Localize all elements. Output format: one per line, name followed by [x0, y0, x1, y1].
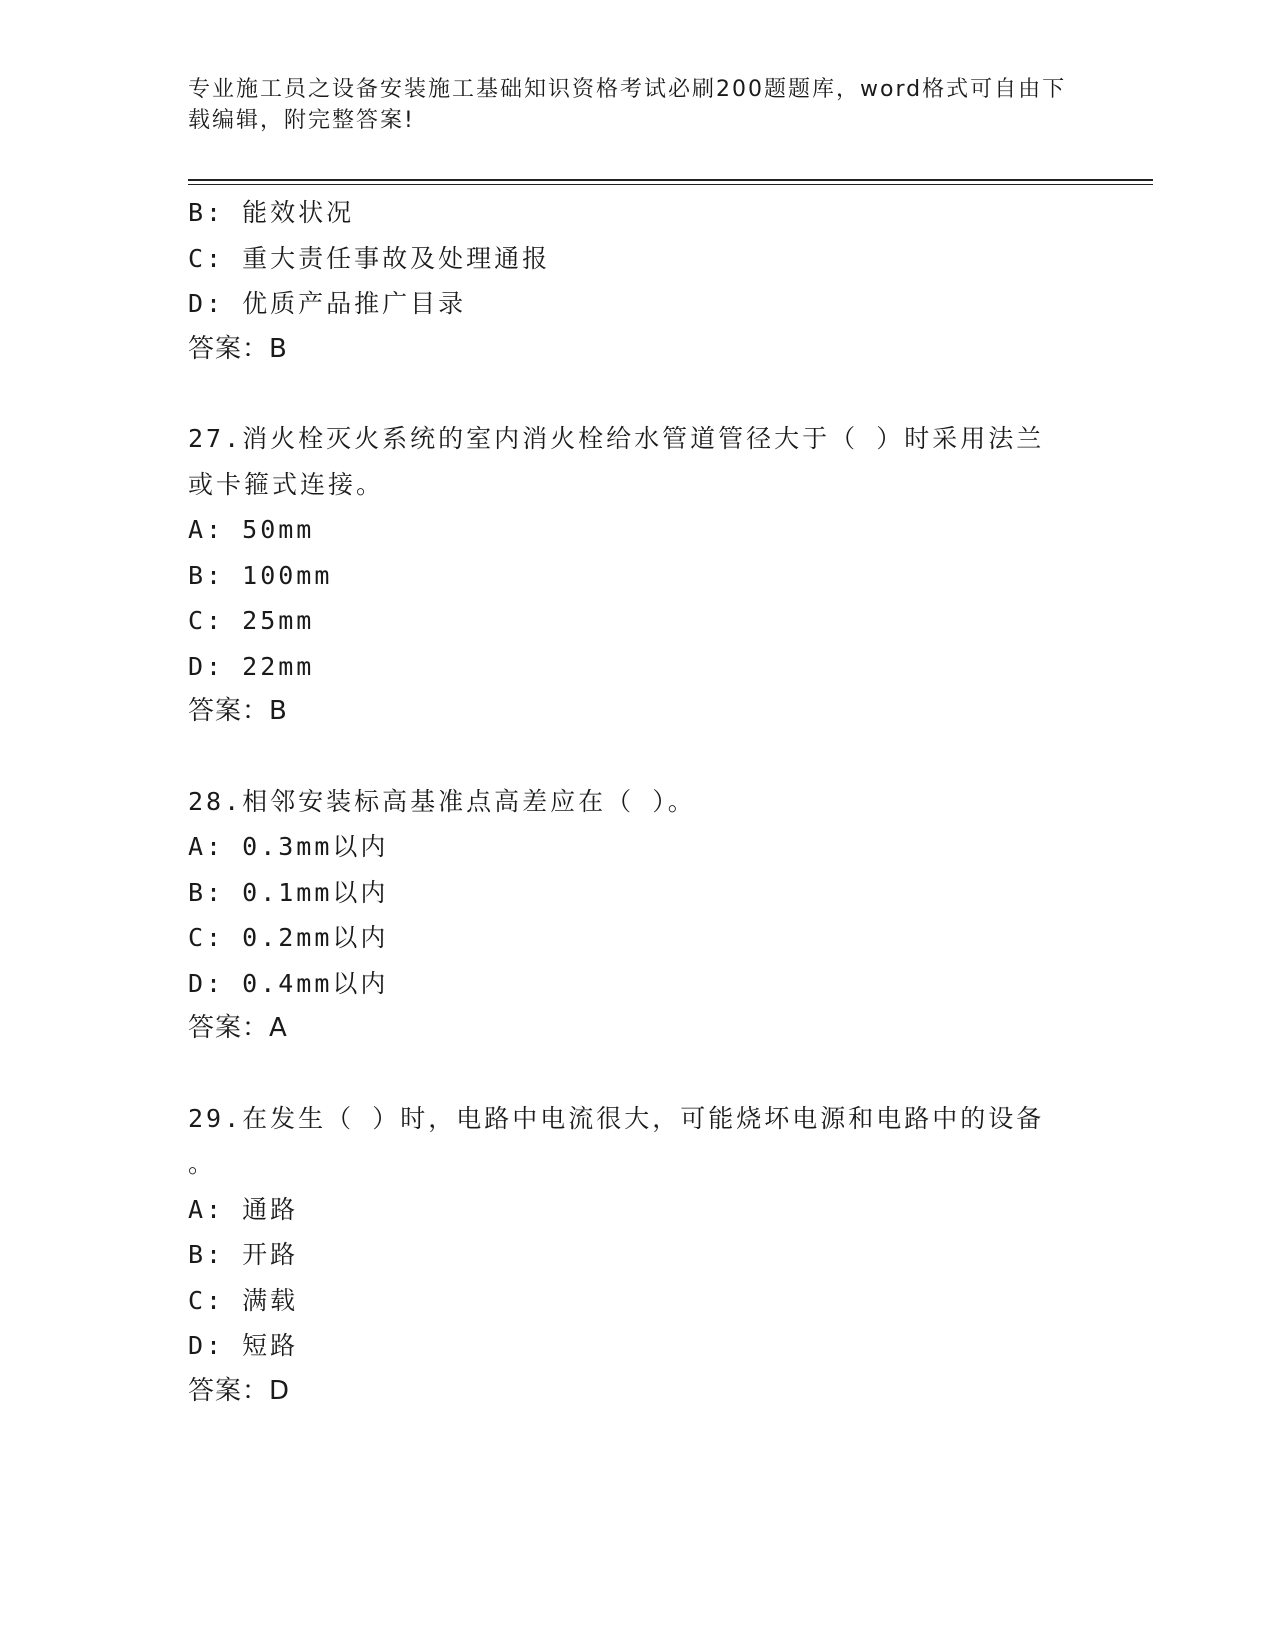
option-a: A: 50mm — [188, 515, 315, 544]
option-d: D: 22mm — [188, 651, 315, 681]
option-c: C: 0.2mm以内 — [188, 923, 389, 952]
option-d: D: 优质产品推广目录 — [188, 289, 467, 318]
option-c: C: 重大责任事故及处理通报 — [188, 243, 551, 273]
option-b: B: 100mm — [188, 560, 333, 590]
answer-line: 答案：A — [188, 1013, 288, 1043]
option-b: B: 0.1mm以内 — [188, 877, 389, 907]
option-d: D: 0.4mm以内 — [188, 968, 389, 998]
document-header: 专业施工员之设备安装施工基础知识资格考试必刷200题题库，word格式可自由下载编辑，附完整答案! — [188, 77, 1067, 133]
option-a: A: 通路 — [188, 1194, 299, 1224]
option-c: C: 25mm — [188, 606, 315, 635]
header-rule-thin — [188, 184, 1153, 185]
question-stem: 28.相邻安装标高基准点高差应在（ ）。 — [188, 786, 696, 816]
answer-line: 答案：B — [188, 333, 288, 364]
header-rule-thick — [188, 179, 1153, 181]
question-stem: 27.消火栓灭火系统的室内消火栓给水管道管径大于（ ）时采用法兰 — [188, 424, 1045, 453]
question-27 — [188, 416, 1088, 735]
question-28 — [188, 779, 1088, 1052]
question-stem-continued: 。 — [188, 1149, 217, 1178]
answer-line: 答案：B — [188, 696, 288, 726]
question-list — [188, 190, 1088, 1414]
option-c: C: 满载 — [188, 1285, 299, 1315]
question-partial — [188, 190, 1088, 372]
option-b: B: 开路 — [188, 1240, 299, 1269]
option-b: B: 能效状况 — [188, 198, 355, 227]
option-a: A: 0.3mm以内 — [188, 832, 389, 861]
option-d: D: 短路 — [188, 1331, 299, 1360]
question-stem-continued: 或卡箍式连接。 — [188, 469, 385, 499]
answer-line: 答案：D — [188, 1375, 291, 1406]
question-stem: 29.在发生（ ）时，电路中电流很大，可能烧坏电源和电路中的设备 — [188, 1103, 1045, 1133]
question-29 — [188, 1096, 1088, 1415]
